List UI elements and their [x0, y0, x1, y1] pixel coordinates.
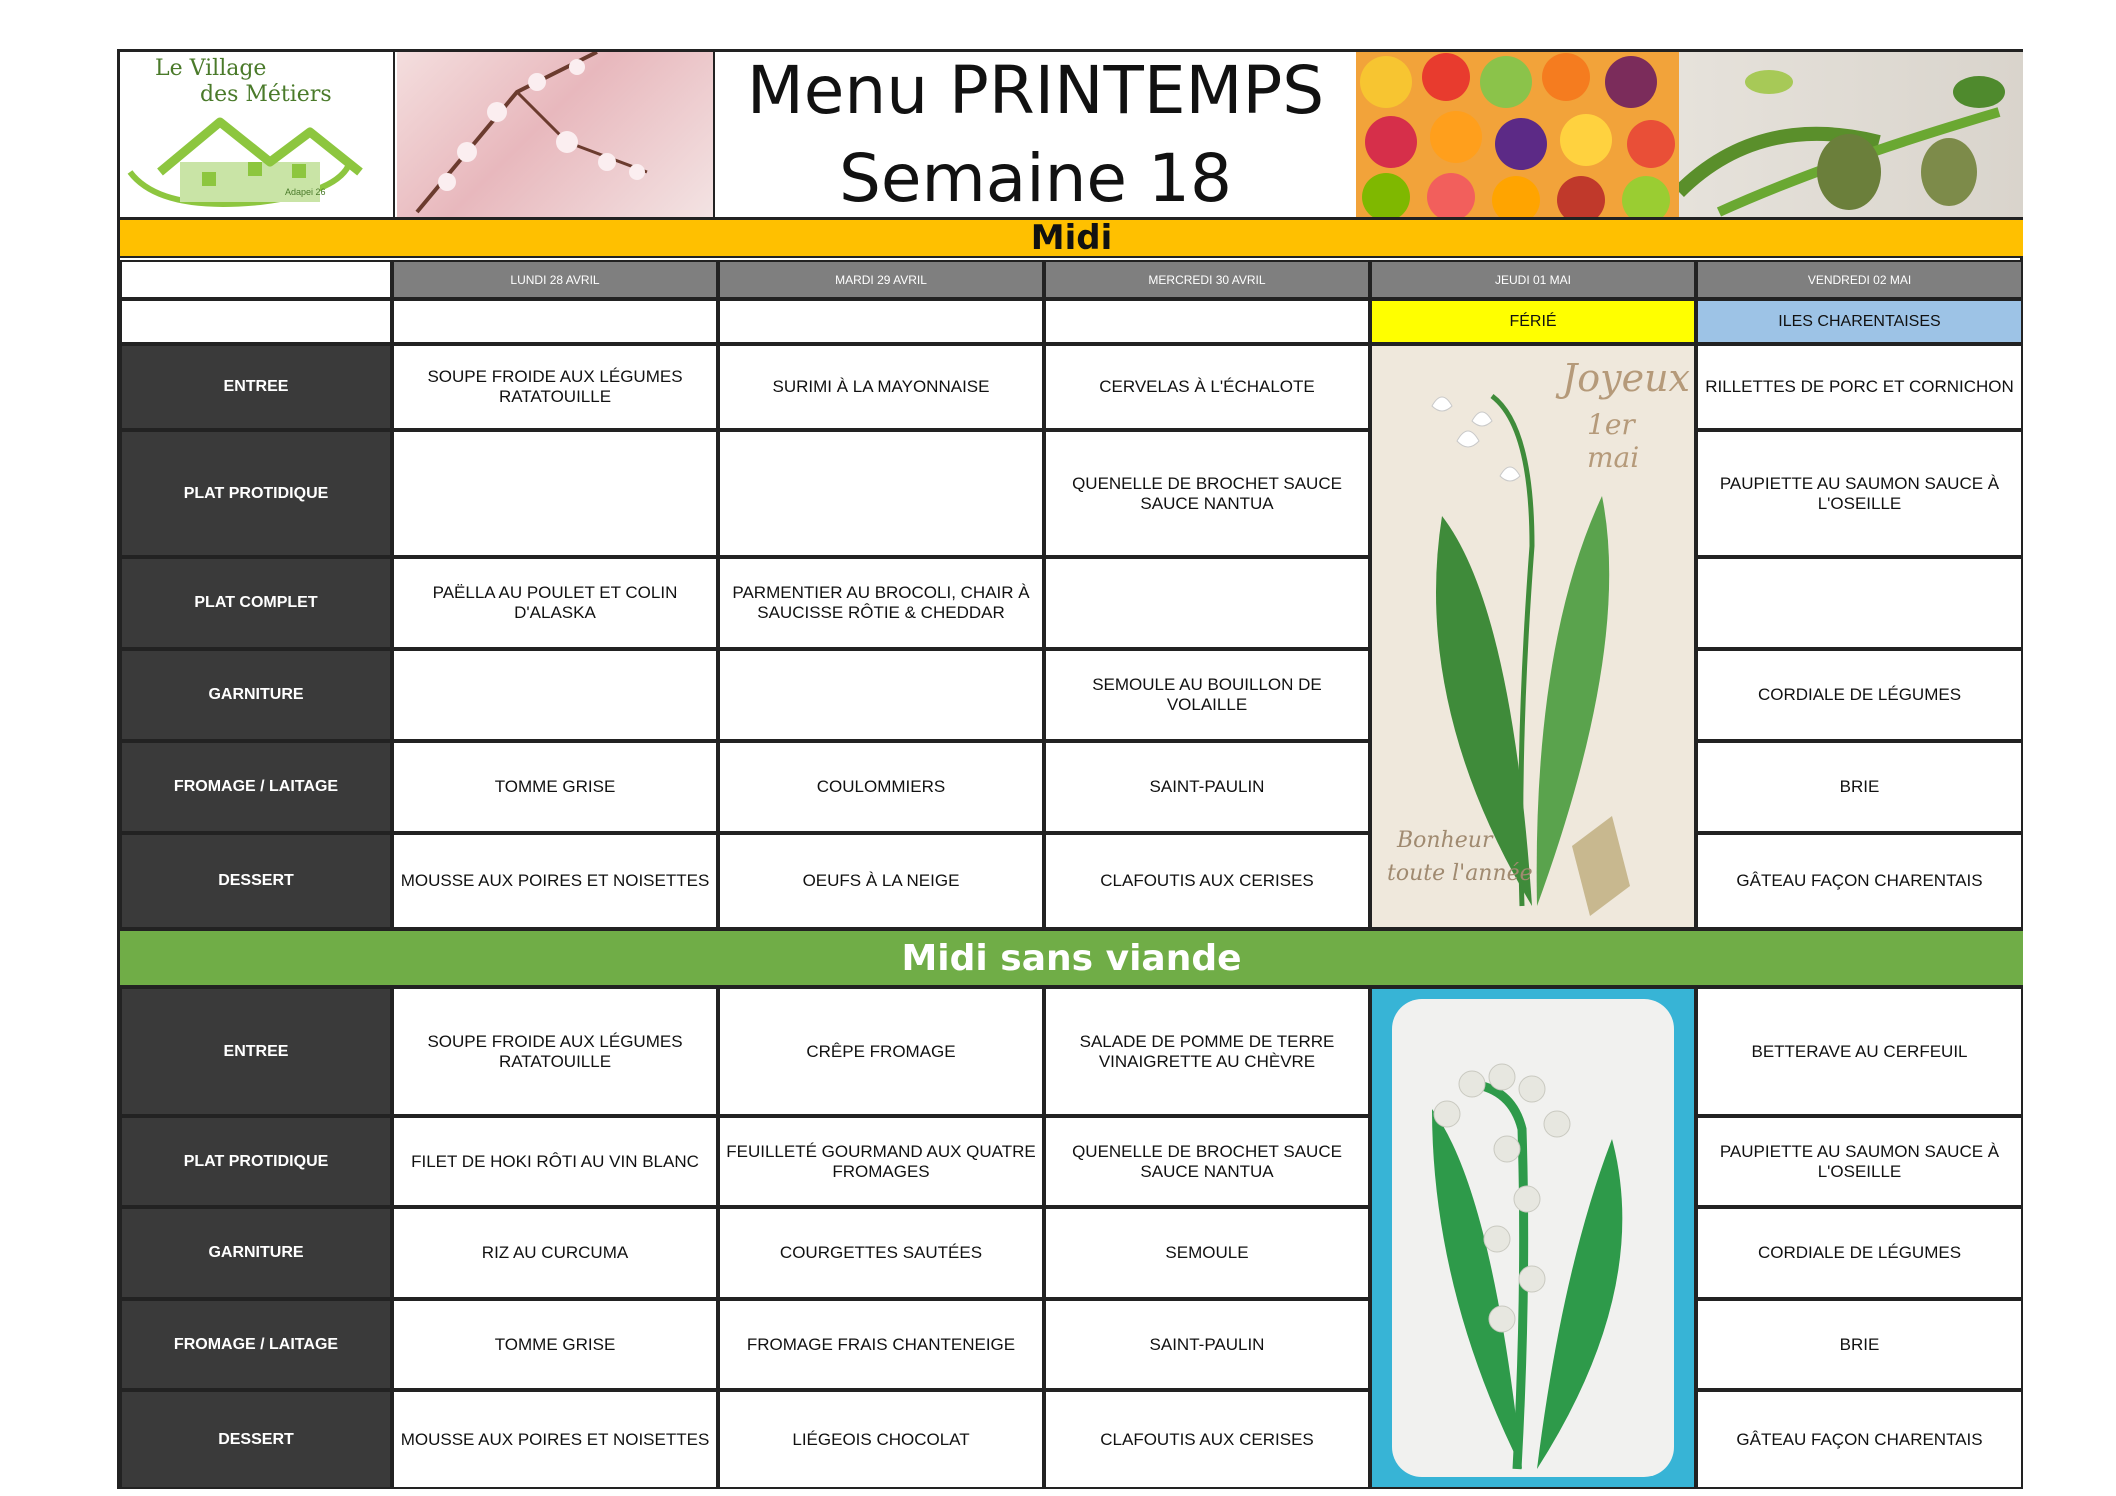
menu-cell: CRÊPE FROMAGE: [718, 987, 1044, 1116]
muguet-craft-image: [1370, 987, 1696, 1489]
section-midi: Midi: [120, 217, 2023, 258]
menu-cell: CERVELAS À L'ÉCHALOTE: [1044, 344, 1370, 430]
menu-cell: GÂTEAU FAÇON CHARENTAIS: [1696, 833, 2023, 929]
menu-cell: [1696, 557, 2023, 649]
corner-blank: [120, 260, 392, 299]
menu-cell: COURGETTES SAUTÉES: [718, 1207, 1044, 1299]
card-bonheur: Bonheur: [1397, 828, 1493, 853]
menu-cell: [392, 430, 718, 557]
menu-cell: CORDIALE DE LÉGUMES: [1696, 649, 2023, 741]
menu-cell: MOUSSE AUX POIRES ET NOISETTES: [392, 833, 718, 929]
cherry-blossom-image: [397, 52, 715, 217]
row-label-dessert: DESSERT: [120, 1390, 392, 1489]
menu-cell: COULOMMIERS: [718, 741, 1044, 833]
menu-cell: BRIE: [1696, 741, 2023, 833]
menu-cell: TOMME GRISE: [392, 741, 718, 833]
menu-cell: CORDIALE DE LÉGUMES: [1696, 1207, 2023, 1299]
section-midi-sans-viande: Midi sans viande: [120, 929, 2023, 987]
menu-cell: SOUPE FROIDE AUX LÉGUMES RATATOUILLE: [392, 987, 718, 1116]
menu-cell: SURIMI À LA MAYONNAISE: [718, 344, 1044, 430]
menu-cell: SEMOULE: [1044, 1207, 1370, 1299]
menu-cell: MOUSSE AUX POIRES ET NOISETTES: [392, 1390, 718, 1489]
logo-line2: des Métiers: [200, 82, 332, 107]
menu-cell: SAINT-PAULIN: [1044, 1299, 1370, 1390]
tag-blank-1: [392, 299, 718, 344]
menu-cell: QUENELLE DE BROCHET SAUCE SAUCE NANTUA: [1044, 430, 1370, 557]
day-header: JEUDI 01 MAI: [1370, 260, 1696, 299]
day-header: VENDREDI 02 MAI: [1696, 260, 2023, 299]
menu-cell: CLAFOUTIS AUX CERISES: [1044, 1390, 1370, 1489]
page-title: [717, 52, 1354, 217]
tag-blank-3: [1044, 299, 1370, 344]
menu-cell: FEUILLETÉ GOURMAND AUX QUATRE FROMAGES: [718, 1116, 1044, 1207]
menu-cell: [718, 430, 1044, 557]
menu-cell: OEUFS À LA NEIGE: [718, 833, 1044, 929]
menu-cell: RIZ AU CURCUMA: [392, 1207, 718, 1299]
row-label-fromage-laitage: FROMAGE / LAITAGE: [120, 1299, 392, 1390]
row-label-entree: ENTREE: [120, 987, 392, 1116]
day-header: LUNDI 28 AVRIL: [392, 260, 718, 299]
day-header: MARDI 29 AVRIL: [718, 260, 1044, 299]
menu-cell: SALADE DE POMME DE TERRE VINAIGRETTE AU CHÈVRE: [1044, 987, 1370, 1116]
menu-cell: BETTERAVE AU CERFEUIL: [1696, 987, 2023, 1116]
menu-cell: FILET DE HOKI RÔTI AU VIN BLANC: [392, 1116, 718, 1207]
menu-cell: GÂTEAU FAÇON CHARENTAIS: [1696, 1390, 2023, 1489]
title-line1: Menu PRINTEMPS: [746, 51, 1325, 129]
tag-iles-charentaises: ILES CHARENTAISES: [1696, 299, 2023, 344]
tag-ferie: FÉRIÉ: [1370, 299, 1696, 344]
menu-cell: RILLETTES DE PORC ET CORNICHON: [1696, 344, 2023, 430]
menu-cell: PAËLLA AU POULET ET COLIN D'ALASKA: [392, 557, 718, 649]
menu-cell: [1044, 557, 1370, 649]
title-line2: Semaine 18: [839, 139, 1232, 217]
row-label-garniture: GARNITURE: [120, 1207, 392, 1299]
logo-line1: Le Village: [155, 56, 267, 81]
muguet-card-image: [1370, 344, 1696, 929]
tag-blank-0: [120, 299, 392, 344]
row-label-garniture: GARNITURE: [120, 649, 392, 741]
menu-cell: CLAFOUTIS AUX CERISES: [1044, 833, 1370, 929]
menu-cell: PAUPIETTE AU SAUMON SAUCE À L'OSEILLE: [1696, 430, 2023, 557]
menu-cell: LIÉGEOIS CHOCOLAT: [718, 1390, 1044, 1489]
menu-cell: TOMME GRISE: [392, 1299, 718, 1390]
menu-sheet: [117, 49, 2023, 1489]
card-joyeux: Joyeux: [1562, 356, 1690, 400]
row-label-plat-protidique: PLAT PROTIDIQUE: [120, 1116, 392, 1207]
menu-cell: FROMAGE FRAIS CHANTENEIGE: [718, 1299, 1044, 1390]
card-1er-mai: 1er mai: [1587, 408, 1640, 474]
row-label-plat-protidique: PLAT PROTIDIQUE: [120, 430, 392, 557]
row-label-dessert: DESSERT: [120, 833, 392, 929]
menu-cell: QUENELLE DE BROCHET SAUCE SAUCE NANTUA: [1044, 1116, 1370, 1207]
fruits-image: [1356, 52, 1679, 217]
card-annee: toute l'année: [1387, 861, 1533, 886]
menu-cell: SEMOULE AU BOUILLON DE VOLAILLE: [1044, 649, 1370, 741]
row-label-plat-complet: PLAT COMPLET: [120, 557, 392, 649]
menu-cell: [718, 649, 1044, 741]
logo: [120, 52, 395, 217]
logo-small: Adapei 26: [285, 187, 326, 197]
tag-blank-2: [718, 299, 1044, 344]
day-header: MERCREDI 30 AVRIL: [1044, 260, 1370, 299]
menu-cell: SOUPE FROIDE AUX LÉGUMES RATATOUILLE: [392, 344, 718, 430]
menu-cell: SAINT-PAULIN: [1044, 741, 1370, 833]
vegetables-image: [1679, 52, 2023, 217]
menu-cell: PARMENTIER AU BROCOLI, CHAIR À SAUCISSE RÔTIE & CHEDDAR: [718, 557, 1044, 649]
row-label-entree: ENTREE: [120, 344, 392, 430]
menu-cell: [392, 649, 718, 741]
row-label-fromage-laitage: FROMAGE / LAITAGE: [120, 741, 392, 833]
menu-cell: PAUPIETTE AU SAUMON SAUCE À L'OSEILLE: [1696, 1116, 2023, 1207]
menu-cell: BRIE: [1696, 1299, 2023, 1390]
